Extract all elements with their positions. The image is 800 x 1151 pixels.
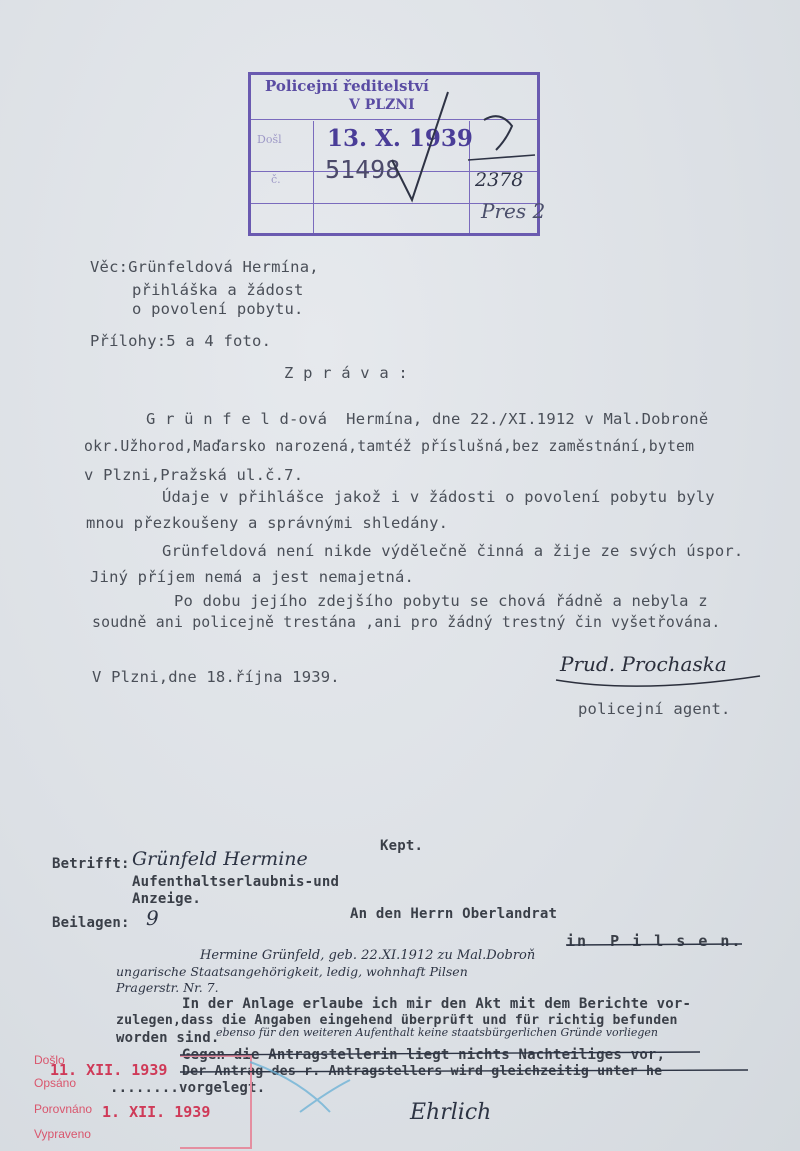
german-hand-line-4: ebenso für den weiteren Aufenthalt keine staatsbürgerlichen Gründe vorliegen <box>216 1026 659 1039</box>
stamp-handwritten: Pres 2 <box>481 199 546 223</box>
german-signature: Ehrlich <box>410 1100 492 1125</box>
subject-line-3: o povolení pobytu. <box>132 300 304 318</box>
german-typed-line-5: Der Antrag des r. Antragstellers wird gleichzeitig unter he <box>182 1064 663 1079</box>
stamp-title-line2: V PLZNI <box>349 97 415 113</box>
report-body-line-4: Údaje v přihlášce jakož i v žádosti o povolení pobytu byly <box>162 488 715 506</box>
german-typed-line-2: zulegen,dass die Angaben eingehend überprüft und für richtig befunden <box>116 1013 678 1028</box>
german-typed-line-1: In der Anlage erlaube ich mir den Akt mit dem Berichte vor- <box>182 996 692 1012</box>
betrifft-handwritten: Grünfeld Hermine <box>132 848 308 870</box>
agent-signature: Prud. Prochaska <box>560 652 727 676</box>
report-body-line-8: Po dobu jejího zdejšího pobytu se chová řádně a nebyla z <box>174 592 708 610</box>
betrifft-line-2: Aufenthaltserlaubnis-und <box>132 874 340 890</box>
german-typed-line-3: worden sind. <box>116 1030 220 1046</box>
stamp-label-c: č. <box>271 173 281 186</box>
report-body-line-7: Jiný příjem nemá a jest nemajetná. <box>90 568 415 586</box>
subject-line-1: Věc:Grünfeldová Hermína, <box>90 258 319 276</box>
betrifft-line-3: Anzeige. <box>132 891 202 907</box>
stamp-date-1: 11. XII. 1939 <box>50 1061 168 1079</box>
subject-line-2: přihláška a žádost <box>132 281 304 299</box>
received-stamp <box>20 1045 240 1150</box>
german-hand-line-2: ungarische Staatsangehörigkeit, ledig, wohnhaft Pilsen <box>116 964 468 979</box>
stamp-border <box>180 1055 252 1149</box>
addressee-line-1: An den Herrn Oberlandrat <box>350 906 558 922</box>
betrifft-label: Betrifft: <box>52 856 130 872</box>
place-date-line: V Plzni,dne 18.října 1939. <box>92 668 340 686</box>
report-body-line-5: mnou přezkoušeny a správnými shledány. <box>86 514 449 532</box>
attachments-line: Přílohy:5 a 4 foto. <box>90 332 272 350</box>
stamp-label-vypraveno: Vypraveno <box>34 1127 91 1141</box>
report-heading: Z p r á v a : <box>284 364 408 382</box>
stamp-number: 51498 <box>325 155 401 184</box>
stamp-label-doslo: Došlo <box>34 1053 65 1067</box>
german-hand-line-3: Pragerstr. Nr. 7. <box>116 980 219 995</box>
report-body-line-9: soudně ani policejně trestána ,ani pro žádný trestný čin vyšetřována. <box>92 614 721 631</box>
stamp-ref: 2378 <box>475 169 524 191</box>
report-body-line-2: okr.Užhorod,Maďarsko narozená,tamtéž příslušná,bez zaměstnání,bytem <box>84 438 695 455</box>
kept-label: Kept. <box>380 838 424 854</box>
office-stamp <box>248 72 546 236</box>
stamp-label-opsano: Opsáno <box>34 1076 77 1090</box>
stamp-date: 13. X. 1939 <box>327 125 473 152</box>
beilagen-handwritten: 9 <box>146 906 159 930</box>
report-body-line-1: G r ü n f e l d-ová Hermína, dne 22./XI.1912 v Mal.Dobroně <box>146 410 709 428</box>
report-body-line-6: Grünfeldová není nikde výdělečně činná a žije ze svých úspor. <box>162 542 744 560</box>
stamp-label-dosl: Došl <box>257 133 282 146</box>
addressee-line-2: in P i l s e n. <box>566 932 743 950</box>
report-body-line-3: v Plzni,Pražská ul.č.7. <box>84 466 304 484</box>
signer-title: policejní agent. <box>578 700 731 718</box>
german-typed-line-4: Gegen die Antragstellerin liegt nichts Nachteiliges vor, <box>182 1047 666 1063</box>
stamp-label-porovnano: Porovnáno <box>34 1102 93 1116</box>
german-typed-line-6: ........vorgelegt. <box>110 1080 266 1096</box>
stamp-title-line1: Policejní ředitelství <box>265 77 429 95</box>
german-hand-line-1: Hermine Grünfeld, geb. 22.XI.1912 zu Mal.Dobroň <box>200 948 536 963</box>
stamp-date-2: 1. XII. 1939 <box>102 1103 211 1121</box>
beilagen-label: Beilagen: <box>52 915 130 931</box>
